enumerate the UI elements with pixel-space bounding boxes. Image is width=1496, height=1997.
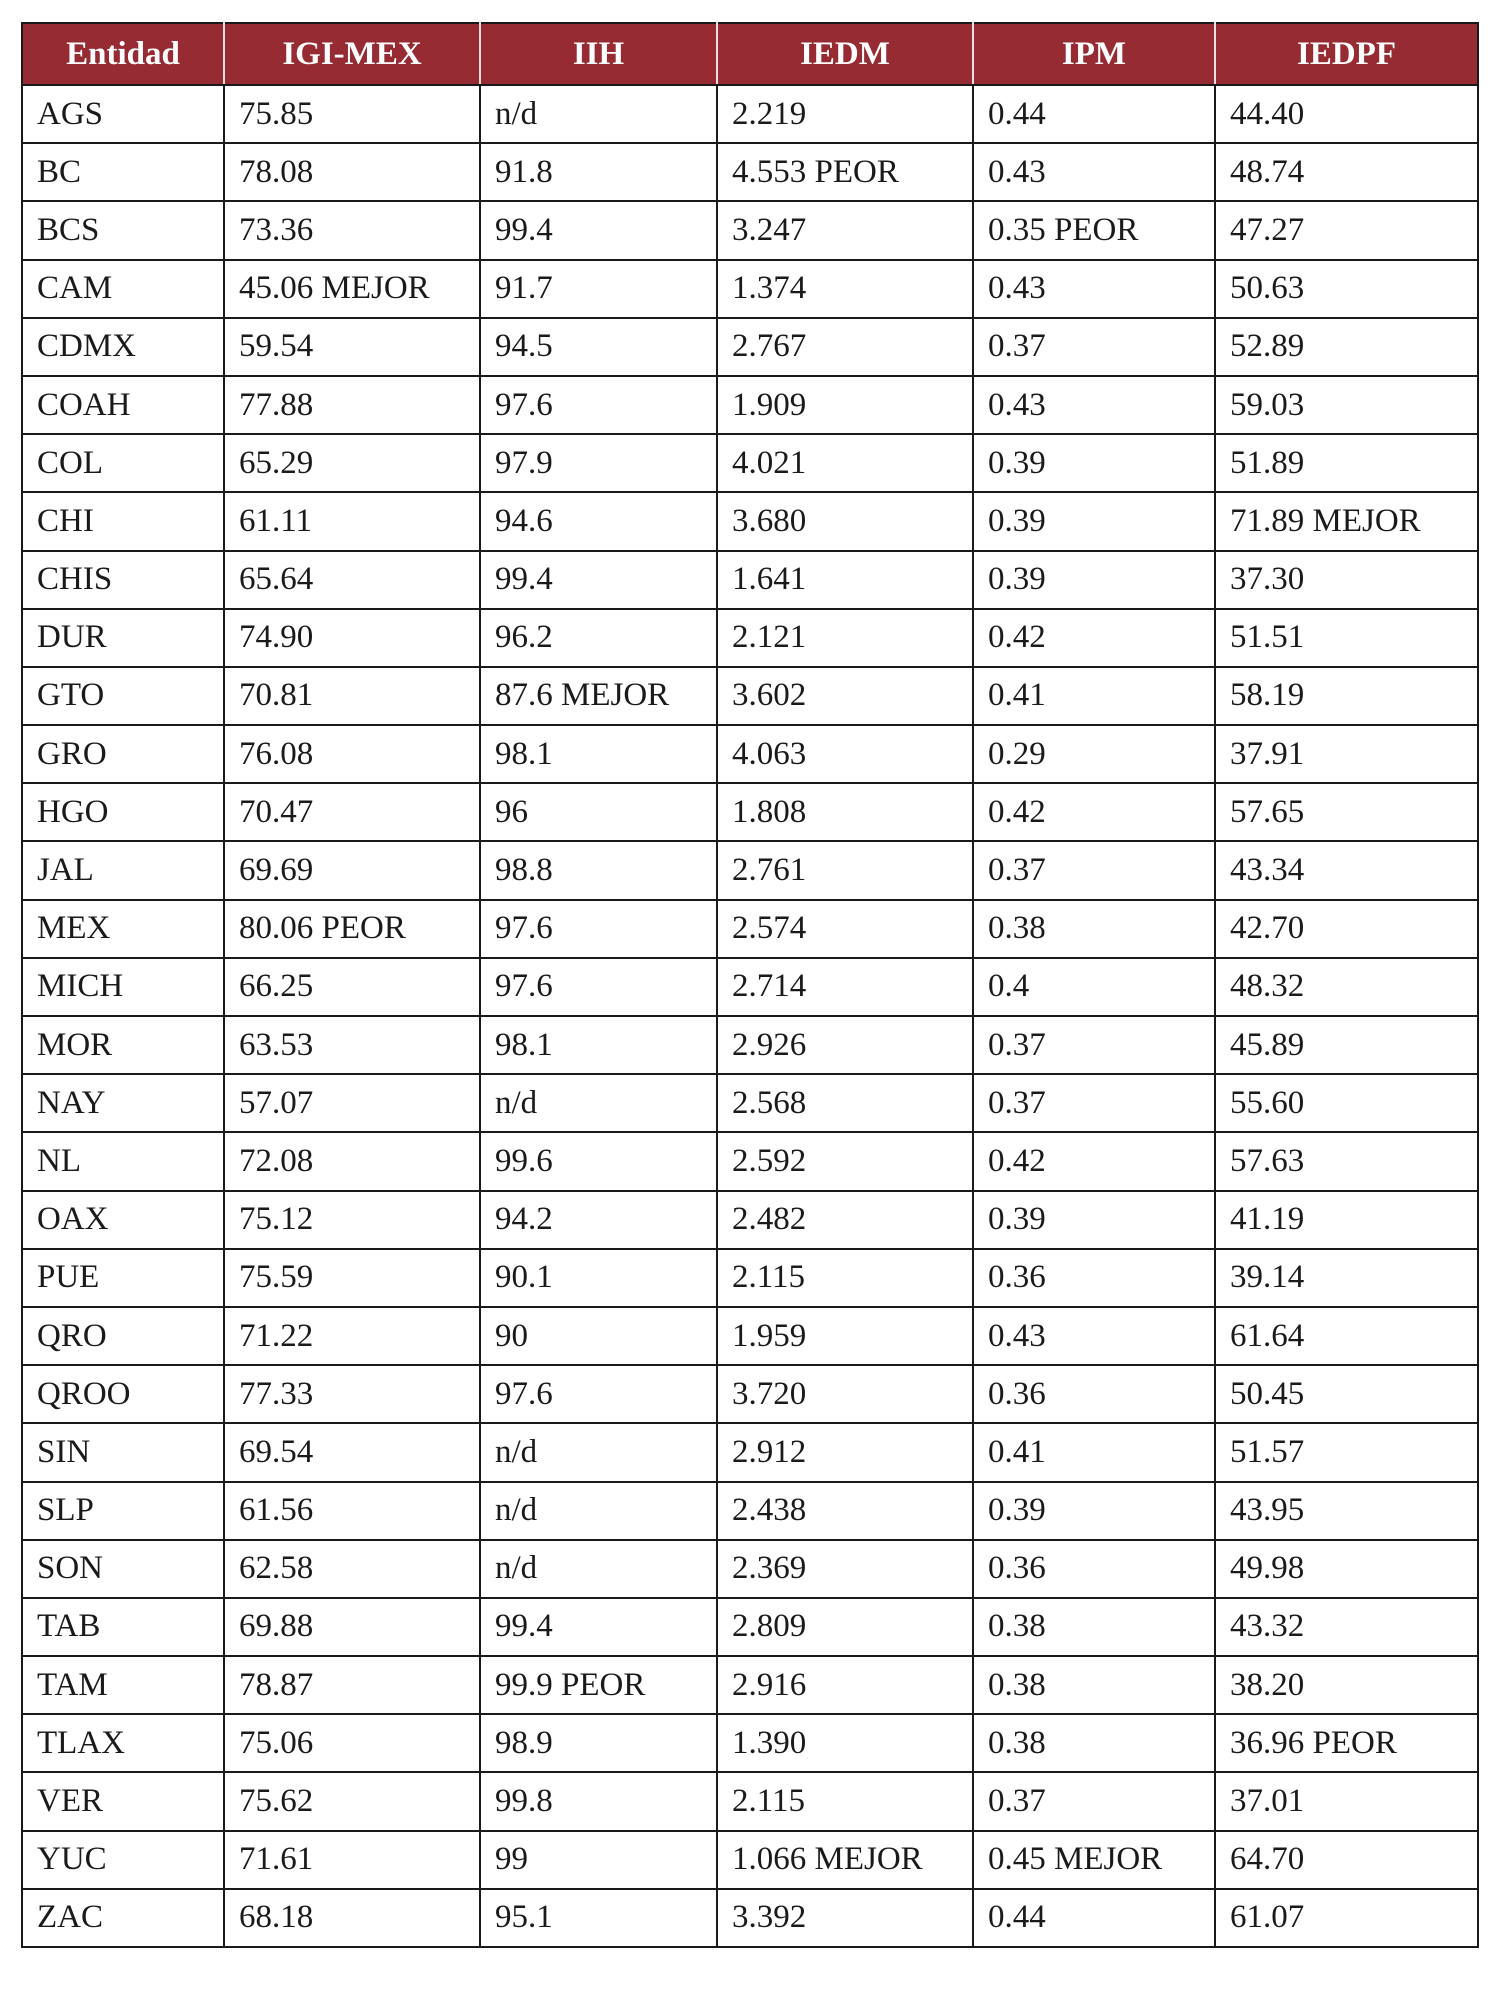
table-row — [22, 376, 1478, 434]
cell-igi-mex: 78.08 — [224, 143, 480, 201]
cell-iedm: 2.916 — [717, 1656, 973, 1714]
cell-iih: 97.6 — [480, 1365, 717, 1423]
cell-iedm: 3.602 — [717, 667, 973, 725]
cell-entidad: PUE — [22, 1249, 224, 1307]
table-row — [22, 1132, 1478, 1190]
cell-iih: 96 — [480, 783, 717, 841]
cell-iih: 94.2 — [480, 1191, 717, 1249]
cell-ipm: 0.41 — [973, 1423, 1215, 1481]
cell-iih: n/d — [480, 1423, 717, 1481]
table-row — [22, 1540, 1478, 1598]
cell-iedpf: 41.19 — [1215, 1191, 1478, 1249]
table-header — [22, 23, 1478, 85]
cell-igi-mex: 66.25 — [224, 958, 480, 1016]
cell-iedpf: 71.89 MEJOR — [1215, 492, 1478, 550]
cell-iedm: 2.714 — [717, 958, 973, 1016]
cell-ipm: 0.43 — [973, 260, 1215, 318]
cell-igi-mex: 77.88 — [224, 376, 480, 434]
table-row — [22, 1249, 1478, 1307]
cell-igi-mex: 63.53 — [224, 1016, 480, 1074]
cell-iedm: 1.959 — [717, 1307, 973, 1365]
cell-iedpf: 52.89 — [1215, 318, 1478, 376]
cell-ipm: 0.4 — [973, 958, 1215, 1016]
cell-entidad: JAL — [22, 841, 224, 899]
table-row — [22, 725, 1478, 783]
table-row — [22, 900, 1478, 958]
cell-entidad: SIN — [22, 1423, 224, 1481]
cell-entidad: GRO — [22, 725, 224, 783]
cell-iih: 95.1 — [480, 1889, 717, 1947]
cell-iedpf: 43.32 — [1215, 1598, 1478, 1656]
cell-iedm: 1.374 — [717, 260, 973, 318]
cell-iedpf: 38.20 — [1215, 1656, 1478, 1714]
cell-iih: 97.9 — [480, 434, 717, 492]
cell-ipm: 0.38 — [973, 900, 1215, 958]
cell-iedm: 2.592 — [717, 1132, 973, 1190]
cell-entidad: HGO — [22, 783, 224, 841]
table-row — [22, 958, 1478, 1016]
cell-iedm: 1.641 — [717, 551, 973, 609]
table-row — [22, 1831, 1478, 1889]
cell-iih: 90 — [480, 1307, 717, 1365]
cell-igi-mex: 69.69 — [224, 841, 480, 899]
table-row — [22, 1889, 1478, 1947]
cell-ipm: 0.44 — [973, 85, 1215, 143]
cell-iih: 99.8 — [480, 1772, 717, 1830]
header-row — [22, 23, 1478, 85]
table-row — [22, 783, 1478, 841]
cell-igi-mex: 75.06 — [224, 1714, 480, 1772]
cell-entidad: BC — [22, 143, 224, 201]
cell-entidad: ZAC — [22, 1889, 224, 1947]
table-row — [22, 1714, 1478, 1772]
cell-iedm: 2.767 — [717, 318, 973, 376]
cell-entidad: CDMX — [22, 318, 224, 376]
cell-ipm: 0.36 — [973, 1249, 1215, 1307]
cell-entidad: CAM — [22, 260, 224, 318]
cell-ipm: 0.38 — [973, 1714, 1215, 1772]
column-header-iih: IIH — [480, 23, 717, 85]
cell-ipm: 0.37 — [973, 1772, 1215, 1830]
cell-entidad: VER — [22, 1772, 224, 1830]
column-header-ipm: IPM — [973, 23, 1215, 85]
cell-entidad: QROO — [22, 1365, 224, 1423]
cell-igi-mex: 77.33 — [224, 1365, 480, 1423]
cell-iih: 97.6 — [480, 376, 717, 434]
cell-iedm: 3.247 — [717, 201, 973, 259]
cell-entidad: SON — [22, 1540, 224, 1598]
cell-igi-mex: 61.56 — [224, 1482, 480, 1540]
cell-iih: 99 — [480, 1831, 717, 1889]
cell-iedm: 1.390 — [717, 1714, 973, 1772]
cell-ipm: 0.39 — [973, 434, 1215, 492]
cell-entidad: TLAX — [22, 1714, 224, 1772]
cell-iih: 94.5 — [480, 318, 717, 376]
cell-iedpf: 44.40 — [1215, 85, 1478, 143]
cell-iedpf: 55.60 — [1215, 1074, 1478, 1132]
cell-ipm: 0.37 — [973, 318, 1215, 376]
cell-igi-mex: 59.54 — [224, 318, 480, 376]
cell-ipm: 0.42 — [973, 1132, 1215, 1190]
cell-iedpf: 36.96 PEOR — [1215, 1714, 1478, 1772]
cell-ipm: 0.43 — [973, 1307, 1215, 1365]
cell-entidad: OAX — [22, 1191, 224, 1249]
cell-iih: n/d — [480, 1540, 717, 1598]
cell-iedm: 4.553 PEOR — [717, 143, 973, 201]
cell-iedm: 2.574 — [717, 900, 973, 958]
cell-igi-mex: 78.87 — [224, 1656, 480, 1714]
cell-iih: 98.1 — [480, 1016, 717, 1074]
cell-iedpf: 57.65 — [1215, 783, 1478, 841]
cell-igi-mex: 71.61 — [224, 1831, 480, 1889]
table-row — [22, 260, 1478, 318]
cell-iedpf: 61.64 — [1215, 1307, 1478, 1365]
data-table-container — [21, 22, 1477, 1948]
column-header-entidad: Entidad — [22, 23, 224, 85]
cell-iih: 90.1 — [480, 1249, 717, 1307]
cell-igi-mex: 75.85 — [224, 85, 480, 143]
cell-iedpf: 47.27 — [1215, 201, 1478, 259]
cell-igi-mex: 80.06 PEOR — [224, 900, 480, 958]
cell-igi-mex: 45.06 MEJOR — [224, 260, 480, 318]
cell-igi-mex: 69.54 — [224, 1423, 480, 1481]
cell-entidad: DUR — [22, 609, 224, 667]
cell-iedm: 1.066 MEJOR — [717, 1831, 973, 1889]
cell-entidad: SLP — [22, 1482, 224, 1540]
cell-ipm: 0.43 — [973, 376, 1215, 434]
cell-igi-mex: 73.36 — [224, 201, 480, 259]
cell-ipm: 0.42 — [973, 783, 1215, 841]
table-row — [22, 143, 1478, 201]
cell-ipm: 0.37 — [973, 841, 1215, 899]
cell-iih: 98.8 — [480, 841, 717, 899]
cell-igi-mex: 72.08 — [224, 1132, 480, 1190]
cell-iedpf: 48.32 — [1215, 958, 1478, 1016]
cell-iedpf: 57.63 — [1215, 1132, 1478, 1190]
cell-iih: 87.6 MEJOR — [480, 667, 717, 725]
cell-iedpf: 50.63 — [1215, 260, 1478, 318]
cell-iedpf: 37.91 — [1215, 725, 1478, 783]
table-row — [22, 201, 1478, 259]
table-row — [22, 1423, 1478, 1481]
cell-iedm: 2.121 — [717, 609, 973, 667]
cell-iih: 91.8 — [480, 143, 717, 201]
column-header-igi-mex: IGI-MEX — [224, 23, 480, 85]
table-row — [22, 1365, 1478, 1423]
cell-iih: 98.9 — [480, 1714, 717, 1772]
cell-entidad: COL — [22, 434, 224, 492]
cell-iih: 96.2 — [480, 609, 717, 667]
cell-entidad: MEX — [22, 900, 224, 958]
cell-igi-mex: 57.07 — [224, 1074, 480, 1132]
cell-iedpf: 58.19 — [1215, 667, 1478, 725]
cell-entidad: CHI — [22, 492, 224, 550]
cell-iedpf: 59.03 — [1215, 376, 1478, 434]
cell-iedm: 2.761 — [717, 841, 973, 899]
cell-igi-mex: 75.62 — [224, 1772, 480, 1830]
cell-ipm: 0.41 — [973, 667, 1215, 725]
table-row — [22, 667, 1478, 725]
cell-iedm: 2.926 — [717, 1016, 973, 1074]
cell-iedm: 1.808 — [717, 783, 973, 841]
table-row — [22, 1074, 1478, 1132]
cell-iedpf: 61.07 — [1215, 1889, 1478, 1947]
cell-iih: 94.6 — [480, 492, 717, 550]
cell-iih: 99.4 — [480, 201, 717, 259]
cell-iedm: 2.115 — [717, 1249, 973, 1307]
cell-ipm: 0.39 — [973, 1191, 1215, 1249]
cell-iedm: 4.021 — [717, 434, 973, 492]
cell-igi-mex: 62.58 — [224, 1540, 480, 1598]
cell-ipm: 0.42 — [973, 609, 1215, 667]
table-row — [22, 1016, 1478, 1074]
column-header-iedm: IEDM — [717, 23, 973, 85]
cell-iih: 99.4 — [480, 1598, 717, 1656]
cell-iedm: 2.369 — [717, 1540, 973, 1598]
cell-ipm: 0.39 — [973, 1482, 1215, 1540]
cell-iih: 98.1 — [480, 725, 717, 783]
cell-iedpf: 51.51 — [1215, 609, 1478, 667]
cell-iedpf: 43.95 — [1215, 1482, 1478, 1540]
cell-iedm: 3.680 — [717, 492, 973, 550]
table-row — [22, 1656, 1478, 1714]
table-row — [22, 551, 1478, 609]
cell-igi-mex: 74.90 — [224, 609, 480, 667]
cell-ipm: 0.38 — [973, 1598, 1215, 1656]
cell-iedpf: 37.30 — [1215, 551, 1478, 609]
cell-iedm: 3.720 — [717, 1365, 973, 1423]
cell-ipm: 0.39 — [973, 492, 1215, 550]
table-row — [22, 841, 1478, 899]
cell-iih: 99.9 PEOR — [480, 1656, 717, 1714]
cell-entidad: AGS — [22, 85, 224, 143]
cell-ipm: 0.39 — [973, 551, 1215, 609]
cell-iih: n/d — [480, 1482, 717, 1540]
cell-ipm: 0.38 — [973, 1656, 1215, 1714]
table-row — [22, 318, 1478, 376]
cell-igi-mex: 69.88 — [224, 1598, 480, 1656]
cell-iedm: 2.568 — [717, 1074, 973, 1132]
cell-entidad: MICH — [22, 958, 224, 1016]
cell-iedpf: 49.98 — [1215, 1540, 1478, 1598]
cell-igi-mex: 68.18 — [224, 1889, 480, 1947]
table-row — [22, 609, 1478, 667]
cell-igi-mex: 76.08 — [224, 725, 480, 783]
cell-entidad: YUC — [22, 1831, 224, 1889]
cell-entidad: TAM — [22, 1656, 224, 1714]
table-row — [22, 1598, 1478, 1656]
table-row — [22, 492, 1478, 550]
cell-entidad: QRO — [22, 1307, 224, 1365]
cell-iedpf: 45.89 — [1215, 1016, 1478, 1074]
cell-igi-mex: 65.29 — [224, 434, 480, 492]
cell-entidad: COAH — [22, 376, 224, 434]
table-row — [22, 434, 1478, 492]
cell-iedpf: 48.74 — [1215, 143, 1478, 201]
cell-ipm: 0.43 — [973, 143, 1215, 201]
cell-iedpf: 64.70 — [1215, 1831, 1478, 1889]
cell-iedm: 2.219 — [717, 85, 973, 143]
cell-iedm: 4.063 — [717, 725, 973, 783]
cell-iedpf: 51.89 — [1215, 434, 1478, 492]
cell-ipm: 0.29 — [973, 725, 1215, 783]
cell-iedm: 2.115 — [717, 1772, 973, 1830]
cell-iih: 99.6 — [480, 1132, 717, 1190]
table-body — [22, 85, 1478, 1947]
cell-iedm: 2.912 — [717, 1423, 973, 1481]
cell-entidad: BCS — [22, 201, 224, 259]
cell-igi-mex: 71.22 — [224, 1307, 480, 1365]
cell-iedpf: 50.45 — [1215, 1365, 1478, 1423]
cell-igi-mex: 75.12 — [224, 1191, 480, 1249]
cell-iedm: 2.482 — [717, 1191, 973, 1249]
cell-ipm: 0.37 — [973, 1016, 1215, 1074]
cell-entidad: NL — [22, 1132, 224, 1190]
cell-iedm: 2.438 — [717, 1482, 973, 1540]
cell-entidad: GTO — [22, 667, 224, 725]
entity-index-table — [21, 22, 1479, 1948]
cell-ipm: 0.37 — [973, 1074, 1215, 1132]
cell-iedpf: 42.70 — [1215, 900, 1478, 958]
table-row — [22, 1191, 1478, 1249]
cell-iedpf: 37.01 — [1215, 1772, 1478, 1830]
cell-igi-mex: 65.64 — [224, 551, 480, 609]
cell-entidad: CHIS — [22, 551, 224, 609]
cell-igi-mex: 61.11 — [224, 492, 480, 550]
cell-igi-mex: 70.81 — [224, 667, 480, 725]
table-row — [22, 1772, 1478, 1830]
cell-iih: 97.6 — [480, 958, 717, 1016]
table-row — [22, 85, 1478, 143]
cell-ipm: 0.35 PEOR — [973, 201, 1215, 259]
table-row — [22, 1482, 1478, 1540]
cell-iedpf: 51.57 — [1215, 1423, 1478, 1481]
cell-iih: n/d — [480, 85, 717, 143]
cell-iih: 99.4 — [480, 551, 717, 609]
cell-iih: 91.7 — [480, 260, 717, 318]
column-header-iedpf: IEDPF — [1215, 23, 1478, 85]
cell-entidad: TAB — [22, 1598, 224, 1656]
table-row — [22, 1307, 1478, 1365]
cell-iih: 97.6 — [480, 900, 717, 958]
cell-iedm: 2.809 — [717, 1598, 973, 1656]
cell-entidad: MOR — [22, 1016, 224, 1074]
cell-ipm: 0.36 — [973, 1540, 1215, 1598]
cell-iedpf: 39.14 — [1215, 1249, 1478, 1307]
cell-iedm: 1.909 — [717, 376, 973, 434]
cell-iedpf: 43.34 — [1215, 841, 1478, 899]
cell-iedm: 3.392 — [717, 1889, 973, 1947]
cell-ipm: 0.44 — [973, 1889, 1215, 1947]
cell-entidad: NAY — [22, 1074, 224, 1132]
cell-ipm: 0.36 — [973, 1365, 1215, 1423]
cell-iih: n/d — [480, 1074, 717, 1132]
cell-igi-mex: 75.59 — [224, 1249, 480, 1307]
cell-igi-mex: 70.47 — [224, 783, 480, 841]
cell-ipm: 0.45 MEJOR — [973, 1831, 1215, 1889]
